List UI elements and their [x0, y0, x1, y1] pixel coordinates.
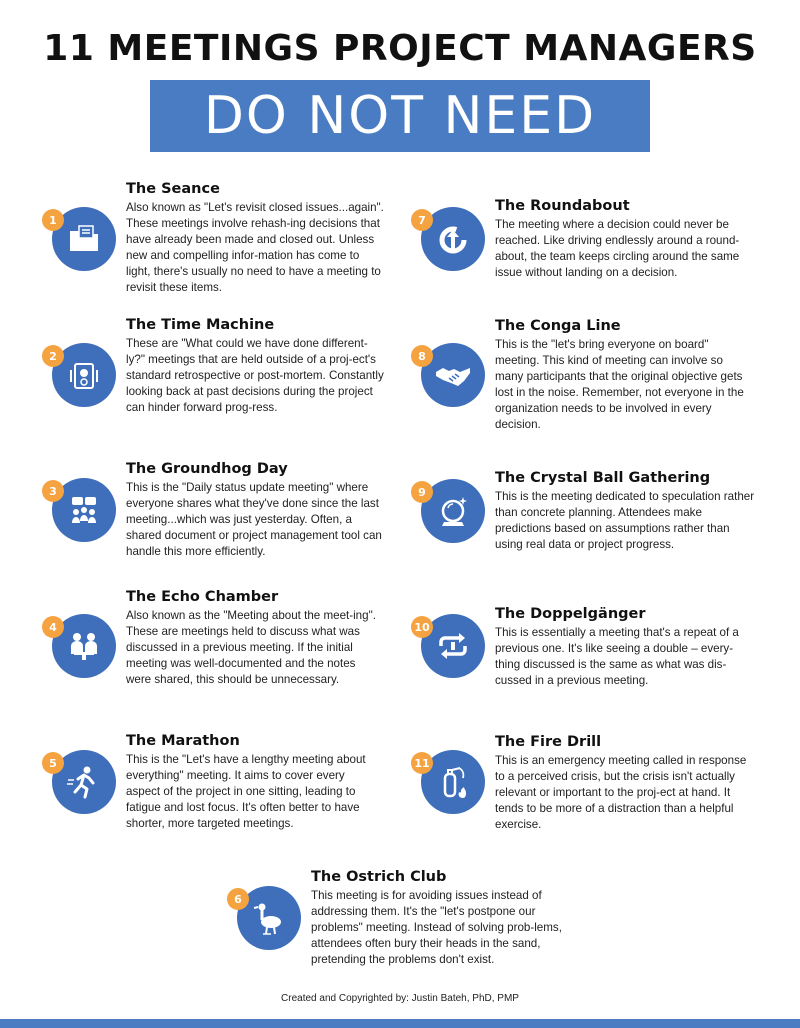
copyright-footer: Created and Copyrighted by: Justin Bateh, PhD, PMP: [281, 993, 519, 1004]
item-description: These are "What could we have done different-ly?" meetings that are held outside of a proj-ect's standard retrospective or post-mortem. Constantly looking back at past decisions during the project can hinder forward prog-ress.: [126, 337, 384, 414]
number-badge: 10: [411, 616, 433, 638]
title-banner: [150, 80, 650, 152]
number-badge: 11: [411, 752, 433, 774]
banner-text: DO NOT NEED: [203, 86, 597, 146]
bottom-accent-bar: [0, 1019, 800, 1028]
item-description: This is an emergency meeting called in response to a perceived crisis, but the crisis isn't actually relevant or important to the proj-ect at hand. It tends to be more of a distraction than a helpful exercise.: [495, 754, 747, 831]
item-title: The Doppelgänger: [495, 606, 646, 622]
item-title: The Seance: [126, 181, 220, 197]
item-description: The meeting where a decision could never be reached. Like driving endlessly around a round-about, the team keeps circling around the same issue without landing on a decision.: [495, 218, 740, 279]
item-title: The Crystal Ball Gathering: [495, 470, 711, 486]
item-title: The Roundabout: [495, 198, 630, 214]
item-title: The Time Machine: [126, 317, 275, 333]
item-description: This is the "Daily status update meeting" where everyone shares what they've done since the last meeting...which was just yesterday. Often, a shared document or project management tool can handle this more efficiently.: [126, 481, 382, 558]
number-badge: 2: [42, 345, 64, 367]
item-description: Also known as "Let's revisit closed issues...again". These meetings involve rehash-ing decisions that have already been made and closed out. Unless new and compelling infor-mation has come to light, there's usually no need to have a meeting to revisit these items.: [126, 201, 384, 294]
number-badge: 6: [227, 888, 249, 910]
item-title: The Fire Drill: [495, 734, 602, 750]
item-title: The Conga Line: [495, 318, 621, 334]
number-badge: 4: [42, 616, 64, 638]
number-badge: 7: [411, 209, 433, 231]
item-description: This is the meeting dedicated to speculation rather than concrete planning. Attendees make predictions based on assumptions rather than using real data or project progress.: [495, 490, 755, 551]
item-title: The Ostrich Club: [311, 869, 447, 885]
item-description: This is essentially a meeting that's a repeat of a previous one. It's like seeing a double – every-thing discussed is the same as what was dis-cussed in a previous meeting.: [495, 626, 739, 687]
number-badge: 1: [42, 209, 64, 231]
item-description: This is the "Let's have a lengthy meeting about everything" meeting. It aims to cover every aspect of the project in one sitting, leading to fatigue and lost focus. It's often better to have shorter, more targeted meetings.: [126, 753, 366, 830]
item-description: This is the "let's bring everyone on board" meeting. This kind of meeting can involve so many participants that the original objective gets lost in the noise. Remember, not everyone in the organization needs to be involved in every decision.: [495, 338, 744, 431]
item-title: The Echo Chamber: [126, 589, 279, 605]
number-badge: 8: [411, 345, 433, 367]
item-description: Also known as the "Meeting about the meet-ing". These are meetings held to discuss what was discussed in a previous meeting. If the initial meeting was well-documented and the notes were shared, this should be unnecessary.: [126, 609, 376, 686]
page-title: 11 MEETINGS PROJECT MANAGERS: [43, 28, 757, 69]
item-description: This meeting is for avoiding issues instead of addressing them. It's the "let's postpone our problems" meeting. Instead of solving prob-lems, attendees often bury their heads in the sand, pretending the problems don't exist.: [311, 889, 562, 966]
number-badge: 9: [411, 481, 433, 503]
item-title: The Groundhog Day: [126, 461, 288, 477]
item-title: The Marathon: [126, 733, 240, 749]
number-badge: 5: [42, 752, 64, 774]
number-badge: 3: [42, 480, 64, 502]
